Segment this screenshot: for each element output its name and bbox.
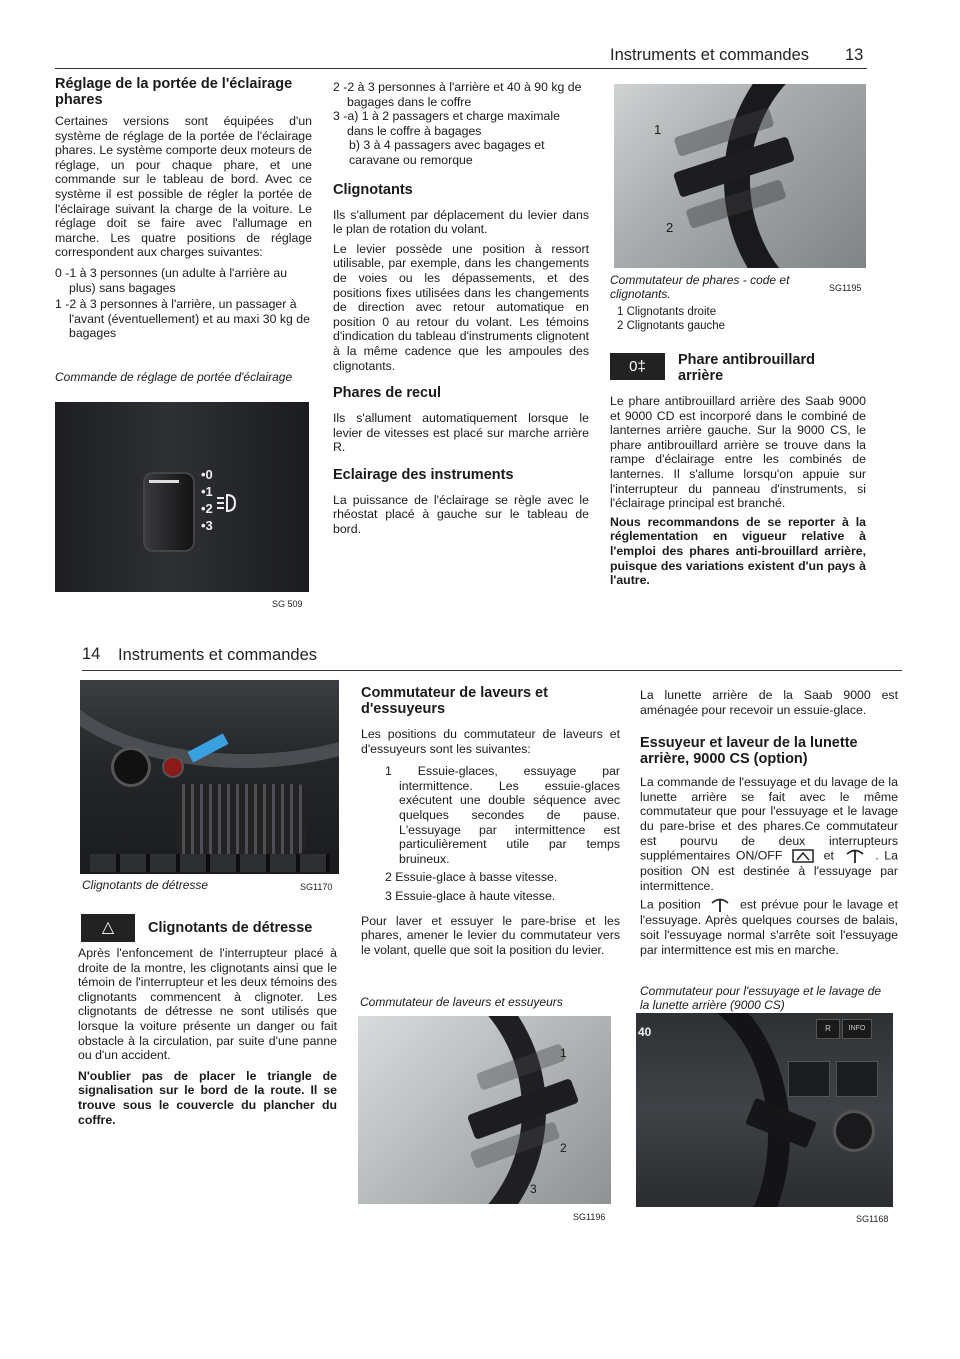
air-vent (176, 784, 306, 854)
load-item: 2 -2 à 3 personnes à l'arrière et 40 à 90 kg de bagages dans le coffre (333, 80, 582, 109)
hazard-photo-caption: Clignotants de détresse (82, 878, 209, 892)
hazard-warning: N'oublier pas de placer le triangle de signalisation sur le bord de la route. Il se trouve sous le couvercle du plancher du coffre. (78, 1068, 337, 1127)
headlight-switch-photo (614, 84, 866, 268)
turn-signals-heading: Clignotants (333, 181, 413, 198)
rear-wiper-paragraph (640, 897, 898, 957)
washer-symbol-icon (844, 848, 866, 864)
page14-header-title: Instruments et commandes (118, 646, 317, 664)
photo-code: SG 509 (272, 599, 303, 609)
fog-lamp-paragraph: Le phare antibrouillard arrière des Saab 9000 et 9000 CD est incorporé dans le combiné de lanternes arrière gauche. Sur la 9000 CS, le phare antibrouillard arrière se trouve dans la rampe d'éclairage entre les combinés de lanternes. Il s'allume lorsqu'on appuie sur l'interrupteur du panneau d'instruments, si l'éclairage principal est branché. (610, 394, 866, 511)
photo-label: 1 (560, 1046, 567, 1060)
wiper-switch-icon (792, 849, 814, 863)
fog-lamp-warning: Nous recommandons de se reporter à la réglementation en vigueur relative à l'emploi des phares anti-brouillard arrière, puisque des variations existent d'un pays à l'autre. (610, 514, 866, 588)
page13-header-title: Instruments et commandes (610, 46, 809, 64)
dial-mark: •3 (201, 518, 213, 533)
load-item: 1 -2 à 3 personnes à l'arrière, un passager à l'avant (éventuellement) et au maxi 30 kg de bagages (55, 297, 310, 341)
rear-wiper-paragraph (640, 775, 898, 893)
page14-col3 (640, 688, 898, 957)
page14-header-rule (82, 670, 902, 671)
hazard-switch-photo (80, 680, 339, 874)
page13-header-rule (55, 68, 867, 69)
page13-col2 (333, 80, 589, 537)
text-run: . La position ON est destinée à l'essuyage par intermittence. (640, 848, 898, 893)
dial-knob (143, 472, 195, 552)
headlight-range-heading: Réglage de la portée de l'éclairage phares (55, 76, 293, 108)
button-strip (90, 854, 330, 872)
wiper-position-item: 3 Essuie-glace à haute vitesse. (385, 888, 556, 903)
photo-code: SG1195 (829, 283, 862, 293)
hazard-paragraph: Après l'enfoncement de l'interrupteur placé à droite de la montre, les clignotants ainsi que le témoin de l'interrupteur et les deux témoins des clignotants commencent à clignoter. Les clignotants de détresse ne sont utilisés que lorsque la voiture présente un danger ou fait obstacle à la circulation, par suite d'une panne ou d'un accident. (78, 946, 337, 1063)
seat-heat-switch (788, 1061, 830, 1097)
wiper-switch-intro: Les positions du commutateur de laveurs et d'essuyeurs sont les suivantes: (361, 727, 620, 756)
rear-wiper-photo (636, 1013, 893, 1207)
page14-page-number: 14 (82, 645, 101, 663)
ignition-lock (836, 1113, 872, 1149)
rear-wiper-heading: Essuyeur et laveur de la lunette arrière, 9000 CS (option) (640, 735, 858, 768)
hazard-heading: Clignotants de détresse (148, 920, 313, 936)
reverse-lights-heading: Phares de recul (333, 385, 441, 402)
text-run: La commande de l'essuyage et du lavage de la lunette arrière se fait avec le même commutateur que pour l'essuyage et le lavage du pare-brise et des phares.Ce commutateur est pourvu de deux interrupteurs supplémentaires ON/OFF (640, 775, 898, 863)
wiper-switch-heading: Commutateur de laveurs et d'essuyeurs (361, 685, 548, 717)
headlamp-icon (215, 492, 237, 514)
dial-marks (201, 466, 213, 534)
washer-symbol-icon (709, 897, 731, 913)
hazard-button (164, 758, 182, 776)
dial-mark: •1 (201, 484, 213, 499)
washer-paragraph: Pour laver et essuyer le pare-brise et les phares, amener le levier du commutateur vers le volant, quelle que soit la position du levier. (361, 913, 620, 957)
reverse-lights-paragraph: Ils s'allument automatiquement lorsque le levier de vitesses est placé sur marche arrière R. (333, 411, 589, 455)
headlight-switch-caption: Commutateur de phares - code et clignotants. (610, 273, 790, 301)
headlight-range-caption: Commande de réglage de portée d'éclairage (55, 370, 293, 384)
photo-label: 1 (654, 122, 662, 137)
wiper-position-item: 1 Essuie-glaces, essuyage par intermittence. Les essuie-glaces exécutent une double séquence avec quelques secondes de pause. L'essuyage par intermittence est particulièrement utile par temps bruineux. (385, 764, 620, 866)
dial-mark: •0 (201, 467, 213, 482)
instrument-lighting-paragraph: La puissance de l'éclairage se règle avec le rhéostat placé à gauche sur le tableau de bord. (333, 492, 589, 537)
photo-code: SG1170 (300, 882, 333, 892)
wiper-photo-caption: Commutateur de laveurs et essuyeurs (360, 995, 563, 1009)
caption-legend (617, 306, 725, 333)
photo-code: SG1196 (573, 1212, 606, 1222)
photo-code: SG1168 (856, 1214, 889, 1224)
headlight-range-photo (55, 402, 309, 592)
turn-signals-paragraph: Ils s'allument par déplacement du levier dans le plan de rotation du volant. (333, 207, 589, 237)
photo-label: 40 (638, 1025, 652, 1039)
text-run: et (823, 848, 834, 863)
photo-label: 3 (530, 1182, 537, 1196)
page13-page-number: 13 (845, 46, 864, 64)
info-button: INFO (842, 1019, 872, 1039)
legend-item: 2 Clignotants gauche (617, 319, 726, 332)
page14-col1-text (78, 946, 337, 1127)
instrument-lighting-heading: Eclairage des instruments (333, 466, 514, 483)
legend-item: 1 Clignotants droite (617, 306, 717, 318)
headlight-range-paragraph: Certaines versions sont équipées d'un système de réglage de la portée de l'éclairage phares. Le système comporte deux moteurs de réglage, un pour chaque phare, et une commande sur le tableau de bord. Avec ce système il est possible de régler la portée de l'éclairage suivant la charge de la voiture. Le réglage doit se faire avec l'allumage en marche. Les quatre positions de réglage correspondent aux charges suivantes: (55, 114, 312, 260)
r-button: R (816, 1019, 840, 1039)
dial-mark: •2 (201, 501, 213, 516)
text-run: est prévue pour le lavage et l'essuyage. Après quelques courses de balais, soit l'essuyage normal s'arrête soit l'essuyage par intermittence est mis en marche. (640, 897, 898, 957)
turn-signals-paragraph: Le levier possède une position à ressort utilisable, par exemple, dans les changements de voies ou les dépassements, et des positions fixes utilisées dans les changements de direction avec retour automatique en position 0 au retour du volant. Les témoins d'indication du tableau d'instruments clignotent à la même cadence que les ampoules des clignotants. (333, 241, 589, 373)
page13-col3-text (610, 394, 866, 588)
text-run: La position (640, 897, 701, 912)
wiper-switch-photo (358, 1016, 611, 1204)
page13-col1 (55, 76, 312, 341)
hazard-triangle-icon: △ (81, 914, 135, 942)
rear-wiper-photo-caption: Commutateur pour l'essuyage et le lavage de la lunette arrière (9000 CS) (640, 984, 882, 1012)
photo-label: 2 (560, 1141, 567, 1155)
page14-col2 (361, 685, 620, 957)
fog-lamp-icon: 0‡ (610, 353, 665, 380)
photo-label: 2 (666, 220, 674, 235)
load-item: 3 -a) 1 à 2 passagers et charge maximale dans le coffre à bagages (333, 109, 560, 138)
wiper-position-item: 2 Essuie-glace à basse vitesse. (385, 870, 558, 885)
load-item: b) 3 à 4 passagers avec bagages et caravane ou remorque (349, 138, 545, 167)
clock-dial (114, 750, 148, 784)
seat-heat-switch (836, 1061, 878, 1097)
load-item: 0 -1 à 3 personnes (un adulte à l'arrière au plus) sans bagages (55, 265, 288, 295)
dial-indicator (149, 480, 179, 483)
rear-wiper-intro: La lunette arrière de la Saab 9000 est aménagée pour recevoir un essuie-glace. (640, 688, 898, 717)
fog-lamp-heading: Phare antibrouillard arrière (678, 352, 815, 384)
